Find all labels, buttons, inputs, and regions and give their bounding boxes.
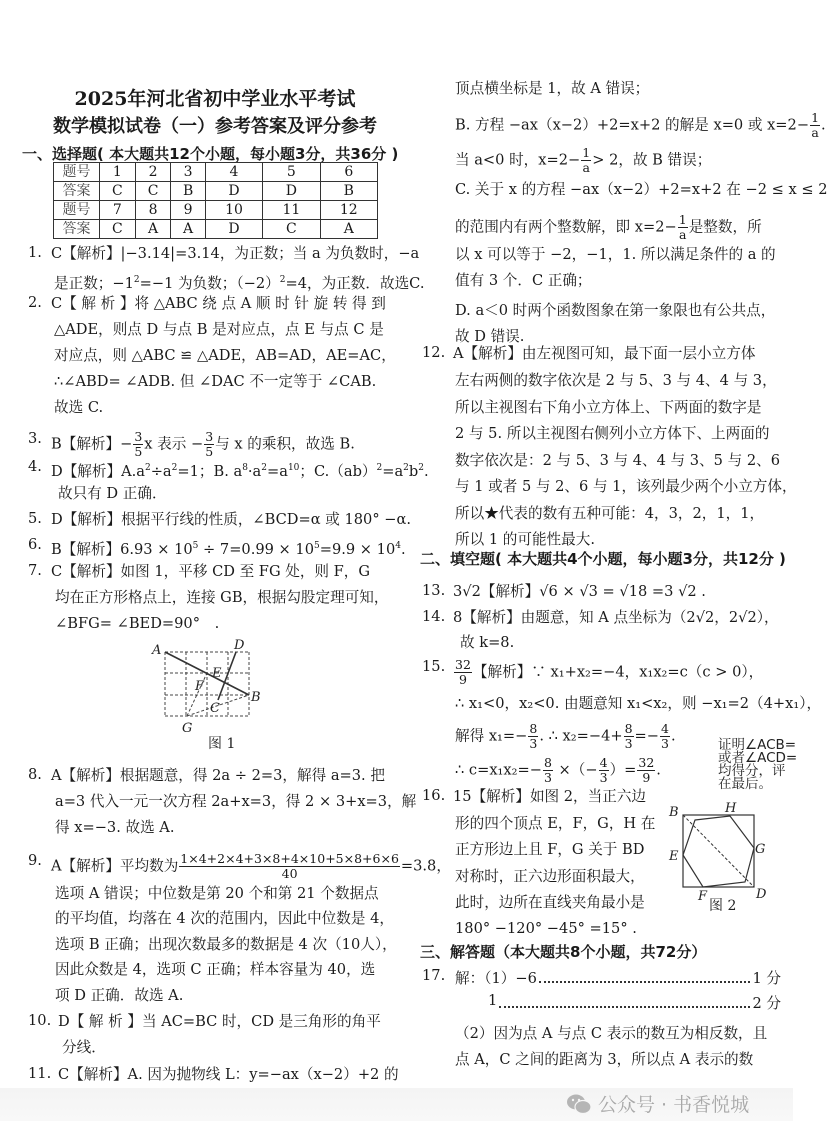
answer-continuation-line: ∴ c=x₁x₂=− $\frac{8}{3}$ ×（− $\frac{4}{3}$ ）= $\frac{32}{9}$ . — [455, 755, 661, 785]
answer-continuation-line: 左右两侧的数字依次是 2 与 5、3 与 4、4 与 3， — [455, 372, 777, 389]
answer-continuation-line: 顶点横坐标是 1，故 A 错误； — [455, 80, 650, 97]
row-header-cell: 答案 — [54, 182, 100, 201]
answer-explanation-line: C【 解 析 】将 △ABC 绕 点 A 顺 时 针 旋 转 得 到 — [51, 295, 386, 312]
section-heading-choice: 一、选择题( 本大题共12个小题，每小题3分，共36分 ) — [22, 145, 399, 163]
table-cell: C — [263, 220, 320, 239]
superscript: 2 — [261, 463, 267, 473]
table-cell: 9 — [171, 201, 205, 220]
label-g: G — [182, 721, 193, 736]
answer-explanation-line: 15【解析】如图 2，当正六边 — [453, 788, 647, 805]
answer-table — [53, 162, 378, 239]
answer-continuation-line: 所以 1 的可能性最大. — [455, 531, 595, 548]
fraction — [810, 111, 820, 140]
table-cell: 4 — [205, 163, 262, 182]
grid-lines — [165, 652, 249, 716]
q17-score2: 2 分 — [752, 995, 781, 1012]
answer-continuation-line: 对应点，则 △ABC ≌ △ADE，AB=AD，AE=AC， — [54, 347, 396, 364]
numerator: 8 — [624, 721, 633, 736]
figure-1-diagram — [150, 636, 280, 751]
answer-continuation-line: （2）因为点 A 与点 C 表示的数互为相反数，且 — [455, 1025, 768, 1042]
table-cell: D — [263, 182, 320, 201]
table-cell: A — [171, 220, 205, 239]
answer-continuation-line: ∠BFG= ∠BED=90° . — [55, 615, 220, 632]
fraction — [179, 852, 400, 881]
label-b: B — [669, 805, 679, 820]
denominator: 5 — [205, 444, 214, 459]
fraction — [528, 722, 538, 751]
table-row — [54, 163, 378, 182]
figure-2-diagram — [665, 800, 775, 915]
question-number: 11. — [28, 1065, 52, 1082]
question-number: 1. — [28, 244, 42, 261]
numerator: 4 — [661, 721, 669, 736]
note-line: 或者∠ACD= — [718, 750, 798, 766]
superscript: 2 — [144, 463, 151, 473]
answer-continuation-line: 对称时，正六边形面积最大， — [455, 868, 645, 885]
answer-continuation-line: 解得 x₁=− $\frac{8}{3}$ . ∴ x₂=−4+ $\frac{8}{3}$ =− $\frac{4}{3}$ . — [455, 721, 676, 751]
superscript: 10 — [287, 463, 300, 473]
answer-continuation-line: 的范围内有两个整数解，即 x=2− $\frac{1}{a}$ 是整数，所 — [455, 212, 762, 242]
superscript: 5 — [314, 541, 320, 551]
denominator: 3 — [529, 736, 538, 751]
fraction — [637, 756, 655, 785]
question-number: 6. — [28, 536, 42, 553]
numerator: 1×4+2×4+3×8+4×10+5×8+6×6 — [180, 851, 399, 866]
table-cell: 2 — [135, 163, 171, 182]
label-c: C — [210, 701, 220, 716]
table-row — [54, 220, 378, 239]
fraction — [581, 146, 591, 175]
table-cell: 5 — [263, 163, 320, 182]
answer-continuation-line: 的平均值，均落在 4 次的范围内，因此中位数是 4， — [55, 910, 394, 927]
question-number: 17. — [422, 967, 446, 984]
answer-continuation-line: 数字依次是：2 与 5、3 与 4、4 与 3、5 与 2、6 — [455, 452, 780, 469]
q17-answer1: 解：（1）−6 — [455, 970, 537, 987]
fraction — [204, 430, 214, 459]
question-number: 7. — [28, 562, 42, 579]
note-line: 均得分，评 — [718, 763, 786, 779]
answer-continuation-line: 选项 A 错误；中位数是第 20 个和第 21 个数据点 — [55, 885, 379, 902]
answer-continuation-line: 与 1 或者 5 与 2、6 与 1，该列最少两个小立方体， — [455, 478, 797, 495]
document-title: 2025年河北省初中学业水平考试 — [74, 88, 356, 110]
answer-continuation-line: 故选 C. — [54, 399, 104, 416]
table-cell: 3 — [171, 163, 205, 182]
answer-continuation-line: 是正数；$-1^2=-1$ 为负数；$(-2)^2=4$，为正数．故选C. — [54, 274, 425, 292]
note-line: 在最后。 — [718, 776, 772, 792]
label-b: B — [251, 690, 261, 705]
answer-continuation-line: 故 D 错误. — [455, 328, 525, 345]
question-number: 2. — [28, 294, 42, 311]
answer-explanation-line: 3√2【解析】√6 × √3 = √18 =3 √2 . — [453, 583, 706, 600]
answer-continuation-line: 选项 B 正确；出现次数最多的数据是 4 次（10人）， — [55, 936, 397, 953]
table-cell: D — [205, 220, 262, 239]
answer-continuation-line: C. 关于 x 的方程 −ax（x−2）+2=x+2 在 −2 ≤ x ≤ 2 — [455, 181, 828, 198]
question-number: 16. — [422, 787, 446, 804]
section-heading-solve: 三、解答题（本大题共8个小题，共72分） — [420, 943, 707, 961]
table-cell: 12 — [320, 201, 377, 220]
numerator: 32 — [455, 657, 471, 672]
denominator: 3 — [661, 736, 669, 751]
answer-continuation-line: ∴ x₁<0，x₂<0. 由题意知 x₁<x₂，则 −x₁=2（4+x₁）， — [455, 695, 822, 712]
superscript: 2 — [376, 463, 383, 473]
fraction — [543, 756, 553, 785]
table-cell: A — [320, 220, 377, 239]
table-cell: D — [205, 182, 262, 201]
superscript: 8 — [242, 463, 248, 473]
table-cell: 10 — [205, 201, 262, 220]
overlay-note — [718, 739, 797, 791]
table-cell: C — [135, 182, 171, 201]
superscript: 5 — [192, 541, 199, 551]
question-number: 3. — [28, 430, 42, 447]
denominator: 9 — [642, 770, 651, 785]
dotted-leader — [499, 992, 750, 1008]
question-number: 9. — [28, 852, 42, 869]
row-header-cell: 题号 — [54, 163, 100, 182]
label-a: A — [152, 643, 162, 658]
answer-explanation-line: $\frac{32}{9}$ 【解析】∵ x₁+x₂=−4，x₁x₂=c（c > 0）， — [455, 657, 764, 687]
answer-continuation-line: 值有 3 个．C 正确； — [455, 272, 592, 289]
q17-answer2: 1 — [488, 992, 498, 1009]
denominator: 5 — [134, 444, 143, 459]
fraction — [660, 722, 670, 751]
answer-explanation-line: 8【解析】由题意，知 A 点坐标为（2√2，2√2）， — [453, 609, 779, 626]
question-number: 4. — [28, 458, 42, 475]
answer-explanation-line: A【解析】根据题意，得 2a ÷ 2=3，解得 a=3. 把 — [51, 767, 385, 784]
label-h: H — [725, 801, 737, 816]
answer-continuation-line: 得 x=−3. 故选 A. — [55, 819, 175, 836]
answer-continuation-line: △ADE，则点 D 与点 B 是对应点，点 E 与点 C 是 — [54, 321, 384, 338]
answer-continuation-line: 故 k=8. — [460, 634, 515, 651]
answer-continuation-line: 故只有 D 正确． — [58, 485, 167, 502]
table-row — [54, 182, 378, 201]
superscript: 4 — [395, 541, 401, 551]
answer-continuation-line: 均在正方形格点上，连接 GB，根据勾股定理可知， — [55, 589, 389, 606]
answer-continuation-line: 因此众数是 4，选项 C 正确；样本容量为 40，选 — [55, 961, 376, 978]
fraction — [454, 658, 472, 687]
table-cell: 8 — [135, 201, 171, 220]
numerator: 3 — [134, 429, 143, 444]
answer-continuation-line: 以 x 可以等于 −2，−1，1. 所以满足条件的 a 的 — [455, 246, 776, 263]
figure-2-caption: 图 2 — [709, 898, 737, 914]
label-d: D — [756, 887, 767, 902]
question-number: 14. — [422, 608, 446, 625]
answer-explanation-line: D【 解 析 】当 AC=BC 时，CD 是三角形的角平 — [58, 1013, 381, 1030]
fraction — [624, 722, 634, 751]
question-number: 5. — [28, 510, 42, 527]
superscript: 2 — [403, 463, 409, 473]
table-cell: C — [100, 182, 136, 201]
numerator: 1 — [582, 145, 591, 160]
numerator: 3 — [205, 429, 214, 444]
q17-part1-line — [455, 967, 781, 988]
answer-explanation-line: D【解析】根据平行线的性质，∠BCD=α 或 180° −α. — [51, 511, 411, 528]
answer-explanation-line: B【解析】− $\frac{3}{5}$ x 表示 − $\frac{3}{5}$ 与 x 的乘积，故选 B. — [51, 429, 355, 459]
table-cell: 6 — [320, 163, 377, 182]
fraction — [678, 213, 688, 242]
answer-explanation-line: C【解析】如图 1，平移 CD 至 FG 处，则 F，G — [51, 563, 371, 580]
answer-continuation-line: 点 A，C 之间的距离为 3，所以点 A 表示的数 — [455, 1051, 754, 1068]
denominator: 40 — [281, 866, 298, 881]
table-cell: 1 — [100, 163, 136, 182]
superscript: 2 — [133, 275, 140, 285]
label-f: F — [195, 679, 205, 694]
numerator: 4 — [599, 755, 608, 770]
table-cell: 7 — [100, 201, 136, 220]
section-heading-fill: 二、填空题( 本大题共4个小题，每小题3分，共12分 ) — [420, 550, 786, 568]
q17-part1-line2 — [488, 992, 781, 1013]
watermark — [566, 1090, 749, 1117]
answer-continuation-line: 2 与 5. 所以主视图右侧列小立方体下、上两面的 — [455, 425, 770, 442]
numerator: 8 — [543, 755, 552, 770]
question-number: 10. — [28, 1012, 52, 1029]
answer-continuation-line: 所以★代表的数有五种可能：4，3，2，1，1， — [455, 505, 765, 522]
label-g: G — [755, 842, 766, 857]
fraction — [599, 756, 609, 785]
superscript: 2 — [279, 275, 286, 285]
question-number: 15. — [422, 658, 446, 675]
table-cell: B — [320, 182, 377, 201]
label-e: E — [669, 849, 679, 864]
answer-continuation-line: 当 a<0 时，x=2− $\frac{1}{a}$ > 2，故 B 错误； — [455, 145, 712, 175]
figure-1-caption: 图 1 — [208, 736, 236, 752]
numerator: 32 — [638, 755, 655, 770]
answer-continuation-line: 所以主视图右下角小立方体上、下两面的数字是 — [455, 399, 762, 416]
row-header-cell: 答案 — [54, 220, 100, 239]
answer-explanation-line: A【解析】由左视图可知，最下面一层小立方体 — [453, 345, 756, 362]
dotted-leader — [539, 967, 751, 983]
diagonal-bd — [683, 815, 754, 887]
question-number: 12. — [422, 344, 446, 361]
answer-explanation-line: C【解析】A. 因为抛物线 L：y=−ax（x−2）+2 的 — [58, 1066, 399, 1083]
watermark-text: 公众号 · 书香悦城 — [598, 1094, 750, 1116]
table-cell: 11 — [263, 201, 320, 220]
answer-continuation-line: 正方形边上且 F，G 关于 BD — [455, 841, 645, 858]
question-number: 13. — [422, 582, 446, 599]
answer-continuation-line: a=3 代入一元一次方程 2a+x=3，得 2 × 3+x=3，解 — [55, 793, 417, 810]
denominator: 3 — [624, 736, 633, 751]
q17-score1: 1 分 — [752, 970, 781, 987]
numerator: 1 — [811, 110, 820, 125]
table-cell: B — [171, 182, 205, 201]
note-line: 证明∠ACB= — [718, 737, 797, 753]
answer-continuation-line: 形的四个顶点 E，F，G，H 在 — [455, 815, 656, 832]
answer-continuation-line: 180° −120° −45° =15° . — [455, 920, 637, 937]
denominator: 9 — [458, 672, 467, 687]
superscript: 2 — [418, 463, 424, 473]
denominator: 3 — [543, 770, 552, 785]
label-e: E — [212, 666, 222, 681]
numerator: 8 — [529, 721, 538, 736]
document-subtitle: 数学模拟试卷（一）参考答案及评分参考 — [53, 116, 377, 137]
answer-continuation-line: ∴∠ABD= ∠ADB. 但 ∠DAC 不一定等于 ∠CAB. — [54, 373, 377, 390]
answer-explanation-line: C【解析】|−3.14|=3.14，为正数；当 a 为负数时，−a — [51, 245, 420, 262]
answer-explanation-line: B【解析】$6.93 \times 10^5 \div 7=0.99 \times 10^5=9.9 \times 10^4$. — [51, 540, 406, 558]
superscript: 2 — [171, 463, 178, 473]
wechat-icon — [566, 1093, 592, 1115]
table-row — [54, 201, 378, 220]
answer-continuation-line: 项 D 正确．故选 A. — [55, 987, 184, 1004]
answer-continuation-line: 此时，边所在直线夹角最小是 — [455, 894, 645, 911]
answer-continuation-line: B. 方程 −ax（x−2）+2=x+2 的解是 x=0 或 x=2− $\frac{1}{a}$ . — [455, 110, 826, 140]
label-d: D — [234, 638, 245, 653]
answer-continuation-line: 分线． — [62, 1039, 106, 1056]
numerator: 1 — [678, 212, 687, 227]
denominator: 3 — [599, 770, 608, 785]
row-header-cell: 题号 — [54, 201, 100, 220]
label-f: F — [698, 889, 708, 904]
denominator: a — [679, 227, 687, 242]
answer-explanation-line: D【解析】$A.a^2\div a^2=1$；B. $a^8\cdot a^2=a^{10}$；$C.(ab)^2=a^2b^2$. — [51, 462, 429, 480]
fraction — [133, 430, 143, 459]
table-cell: A — [135, 220, 171, 239]
table-cell: C — [100, 220, 136, 239]
answer-continuation-line: D. a＜0 时两个函数图象在第一象限也有公共点， — [455, 302, 776, 319]
question-number: 8. — [28, 766, 42, 783]
answer-explanation-line: A【解析】平均数为 $\frac{1\times 4+2\times 4+3\times 8+4\times 10+5\times 8+6\times 6}{40}$ =3.8， — [51, 851, 451, 881]
denominator: a — [811, 125, 819, 140]
denominator: a — [582, 160, 590, 175]
